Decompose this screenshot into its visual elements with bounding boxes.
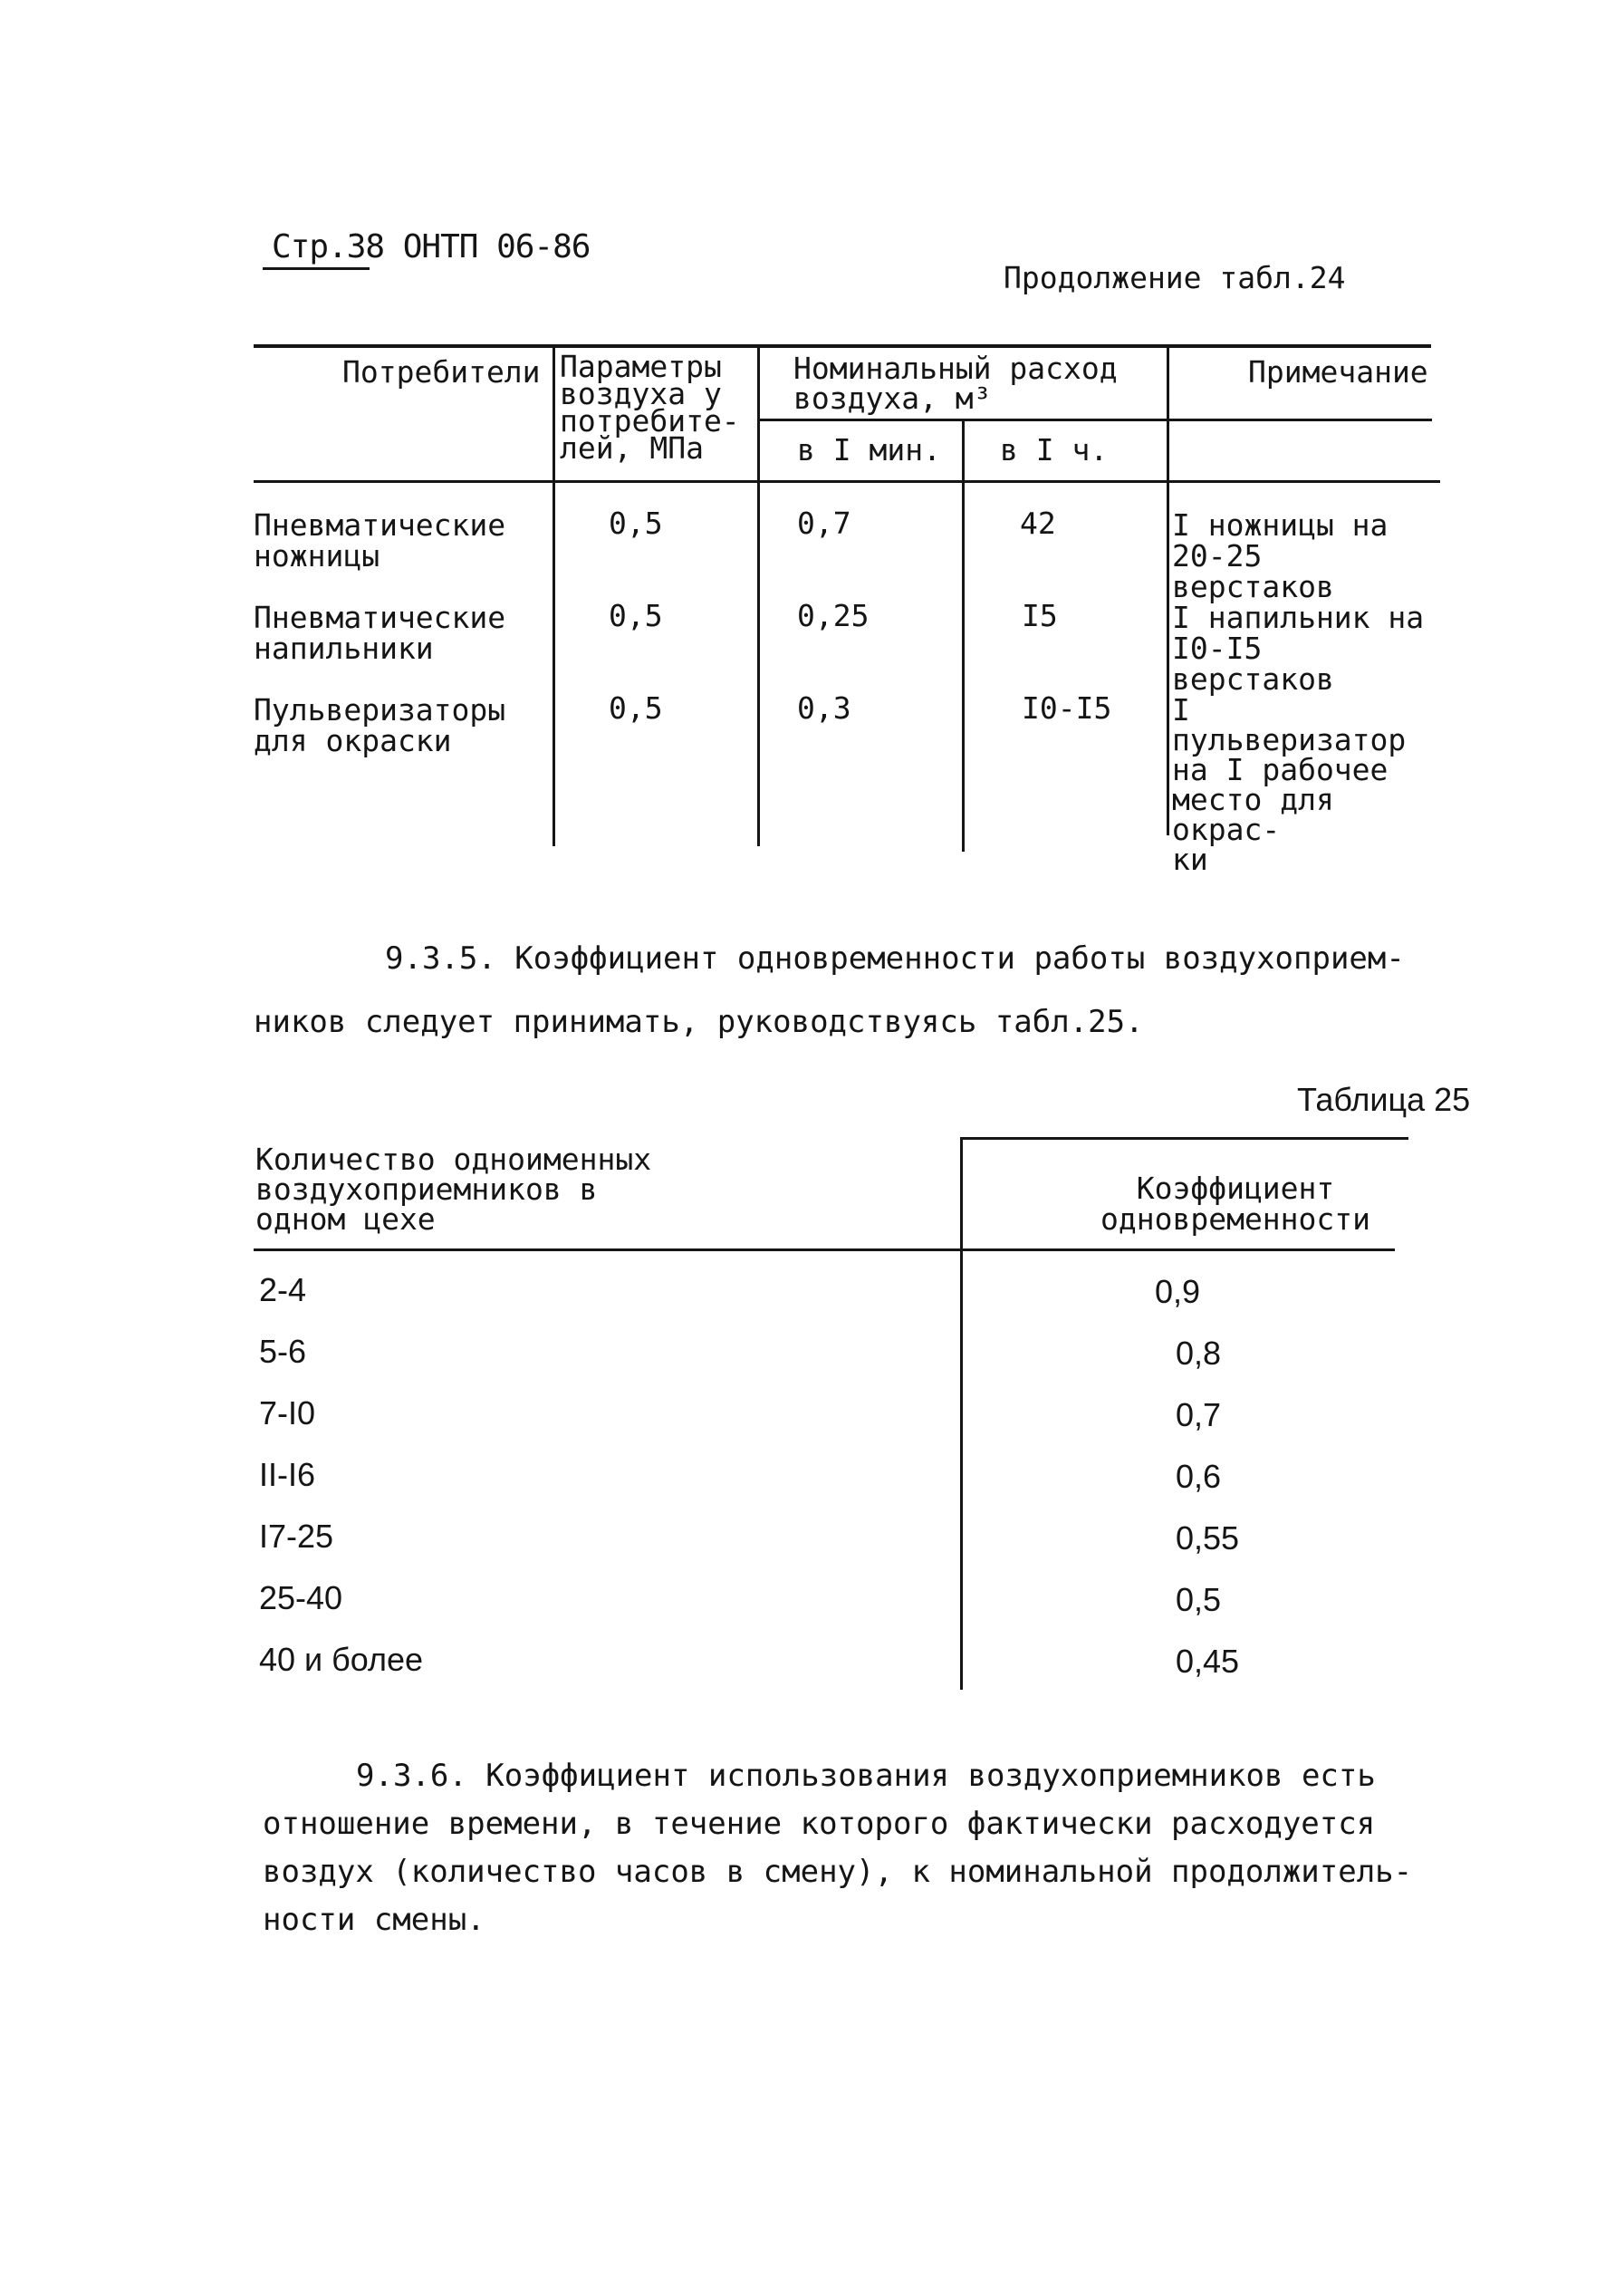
row-flow-per-minute: 0,25 (797, 598, 870, 633)
table-header-bottom-rule (254, 480, 1440, 483)
table-25-caption: Таблица 25 (1297, 1081, 1471, 1118)
row-note: I ножницы на 20-25 верстаков (1172, 507, 1389, 604)
table-top-rule (960, 1137, 1408, 1140)
table-column-divider (553, 348, 555, 846)
table-25 (254, 1137, 1408, 1699)
table-row-range: II-I6 (259, 1456, 316, 1493)
header-nominal-flow: Номинальный расход воздуха, м³ (793, 351, 1118, 416)
table-row-coefficient: 0,7 (1176, 1396, 1222, 1433)
page-reference: Стр.38 ОНТП 06-86 (272, 228, 591, 265)
row-pressure: 0,5 (609, 598, 663, 633)
header-note: Примечание (1248, 354, 1428, 390)
row-pressure: 0,5 (609, 506, 663, 541)
table-row-range: 7-I0 (259, 1394, 316, 1432)
paragraph-9-3-5-line: ников следует принимать, руководствуясь табл.25. (254, 1004, 1144, 1040)
table-row-coefficient: 0,8 (1176, 1335, 1222, 1372)
header-simultaneity-coefficient: Коэффициент одновременности (1100, 1171, 1371, 1237)
header-air-parameters: Параметры воздуха у потребите- лей, МПа (560, 349, 740, 466)
table-row-coefficient: 0,55 (1176, 1519, 1240, 1557)
paragraph-9-3-6-line: воздух (количество часов в смену), к номинальной продолжитель- (263, 1854, 1413, 1890)
paragraph-9-3-6-line: ности смены. (263, 1902, 485, 1938)
header-per-hour: в I ч. (1000, 432, 1109, 468)
row-pressure: 0,5 (609, 690, 663, 726)
row-flow-per-minute: 0,7 (797, 506, 851, 541)
row-consumer: Пневматические ножницы (254, 507, 506, 574)
table-row-coefficient: 0,6 (1176, 1458, 1222, 1495)
table-row-coefficient: 0,9 (1155, 1273, 1201, 1310)
header-per-minute: в I мин. (797, 432, 941, 468)
row-flow-per-hour: 42 (1020, 506, 1056, 541)
table-top-rule (254, 344, 1431, 348)
table-header-bottom-rule (254, 1248, 1395, 1251)
table-row-range: 5-6 (259, 1333, 307, 1370)
paragraph-9-3-6-line: отношение времени, в течение которого фактически расходуется (263, 1806, 1376, 1842)
table-row-range: 2-4 (259, 1271, 307, 1308)
table-row-coefficient: 0,45 (1176, 1643, 1240, 1680)
table-row-range: I7-25 (259, 1518, 334, 1555)
table-row-coefficient: 0,5 (1176, 1581, 1222, 1618)
header-consumers: Потребители (342, 354, 541, 390)
header-underline (263, 267, 370, 270)
row-flow-per-hour: I5 (1022, 598, 1058, 633)
table-column-divider (960, 1137, 963, 1690)
table-row-range: 40 и более (259, 1641, 424, 1678)
row-flow-per-hour: I0-I5 (1022, 690, 1112, 726)
table-row-range: 25-40 (259, 1579, 343, 1616)
table-24 (254, 344, 1440, 877)
table-subheader-rule (757, 419, 1432, 421)
paragraph-9-3-5-line: 9.3.5. Коэффициент одновременности работы воздухоприем- (385, 940, 1405, 977)
header-receiver-count: Количество одноименных воздухоприемников в одном цехе (255, 1142, 652, 1237)
row-flow-per-minute: 0,3 (797, 690, 851, 726)
row-consumer: Пульверизаторы для окраски (254, 692, 506, 758)
table-column-divider (757, 348, 760, 846)
table-column-divider (1167, 348, 1169, 835)
paragraph-9-3-6-line: 9.3.6. Коэффициент использования воздухоприемников есть (356, 1758, 1376, 1794)
row-consumer: Пневматические напильники (254, 600, 506, 666)
row-note: I пульверизатор на I рабочее место для окрас- ки (1172, 692, 1407, 877)
table-continuation-label: Продолжение табл.24 (1004, 260, 1346, 295)
table-column-divider (962, 419, 965, 852)
row-note: I напильник на I0-I5 верстаков (1172, 600, 1425, 697)
